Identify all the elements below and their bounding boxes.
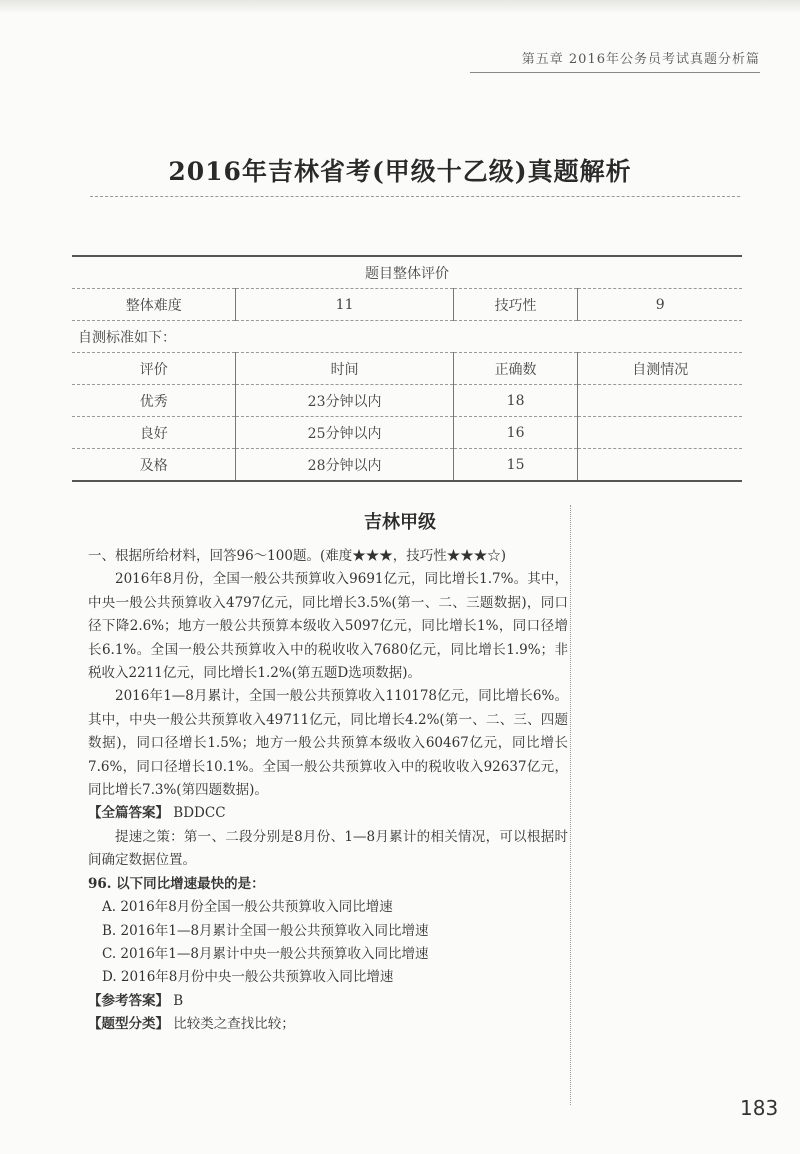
speed-tip: 提速之策：第一、二段分别是8月份、1—8月累计的相关情况，可以根据时间确定数据位置。 [88, 828, 568, 869]
page-number: 183 [740, 1096, 779, 1120]
row-time: 23分钟以内 [236, 385, 453, 417]
ref-answer-value: B [173, 992, 184, 1009]
table-row [72, 417, 742, 449]
full-answer-line [88, 802, 568, 825]
header-grade: 评价 [72, 353, 236, 385]
answer-label: 【全篇答案】 [88, 805, 169, 822]
material-paragraph-1: 2016年8月份，全国一般公共预算收入9691亿元，同比增长1.7%。其中，中央一般公共预算收入4797亿元，同比增长3.5%(第一、二、三题数据)，同口径下降2.6%；地方一般公共预算本级收入5097亿元，同比增长1%，同口径增长6.1%。全国一般公共预算收入中的税收收入7680亿元，同比增长1.9%；非税收入2211亿元，同比增长1.2%(第五题D选项数据)。 [88, 571, 568, 682]
skill-label: 技巧性 [453, 289, 578, 321]
row-grade: 优秀 [72, 385, 236, 417]
overall-label: 整体难度 [72, 289, 236, 321]
table-row [72, 385, 742, 417]
title-underline [90, 196, 740, 197]
category-label: 【题型分类】 [88, 1016, 169, 1033]
row-time: 28分钟以内 [236, 449, 453, 482]
table-title: 题目整体评价 [72, 256, 742, 289]
reference-answer-line [88, 990, 568, 1013]
running-head: 第五章 2016年公务员考试真题分析篇 [521, 52, 760, 67]
option-d: D. 2016年8月份中央一般公共预算收入同比增速 [102, 969, 394, 986]
row-time: 25分钟以内 [236, 417, 453, 449]
standard-note: 自测标准如下： [72, 321, 742, 353]
table-header-row [72, 353, 742, 385]
category-value: 比较类之查找比较； [173, 1016, 295, 1033]
overall-value: 11 [236, 289, 453, 321]
row-grade: 良好 [72, 417, 236, 449]
option-c: C. 2016年1—8月累计中央一般公共预算收入同比增速 [102, 945, 429, 962]
intro-line: 一、根据所给材料，回答96～100题。(难度★★★，技巧性★★★☆) [88, 548, 506, 564]
side-margin-rule [570, 505, 571, 1105]
row-correct: 16 [453, 417, 578, 449]
overall-row [72, 289, 742, 321]
evaluation-table [72, 255, 742, 482]
option-a: A. 2016年8月份全国一般公共预算收入同比增速 [102, 899, 393, 916]
row-self [578, 449, 742, 482]
standard-note-row [72, 321, 742, 353]
row-correct: 18 [453, 385, 578, 417]
page-title: 2016年吉林省考(甲级十乙级)真题解析 [168, 157, 632, 186]
header-correct: 正确数 [453, 353, 578, 385]
category-line [88, 1013, 568, 1036]
skill-value: 9 [578, 289, 742, 321]
running-head-rule [470, 72, 760, 73]
section-heading: 吉林甲级 [364, 512, 436, 533]
material-paragraph-2: 2016年1—8月累计，全国一般公共预算收入110178亿元，同比增长6%。其中，中央一般公共预算收入49711亿元，同比增长4.2%(第一、二、三、四题数据)，同口径增长1.5%；地方一般公共预算本级收入60467亿元，同比增长7.6%，同口径增长10.1%。全国一般公共预算收入中的税收收入92637亿元，同比增长7.3%(第四题数据)。 [88, 688, 568, 799]
row-grade: 及格 [72, 449, 236, 482]
answer-value: BDDCC [173, 805, 226, 822]
row-self [578, 417, 742, 449]
option-b: B. 2016年1—8月累计全国一般公共预算收入同比增速 [102, 922, 429, 939]
row-self [578, 385, 742, 417]
body-text [88, 545, 568, 1037]
header-self: 自测情况 [578, 353, 742, 385]
header-time: 时间 [236, 353, 453, 385]
table-title-row [72, 256, 742, 289]
page-edge-shadow [0, 0, 800, 14]
question-text: 96. 以下同比增速最快的是： [88, 875, 265, 892]
table-row [72, 449, 742, 482]
row-correct: 15 [453, 449, 578, 482]
ref-answer-label: 【参考答案】 [88, 992, 169, 1009]
